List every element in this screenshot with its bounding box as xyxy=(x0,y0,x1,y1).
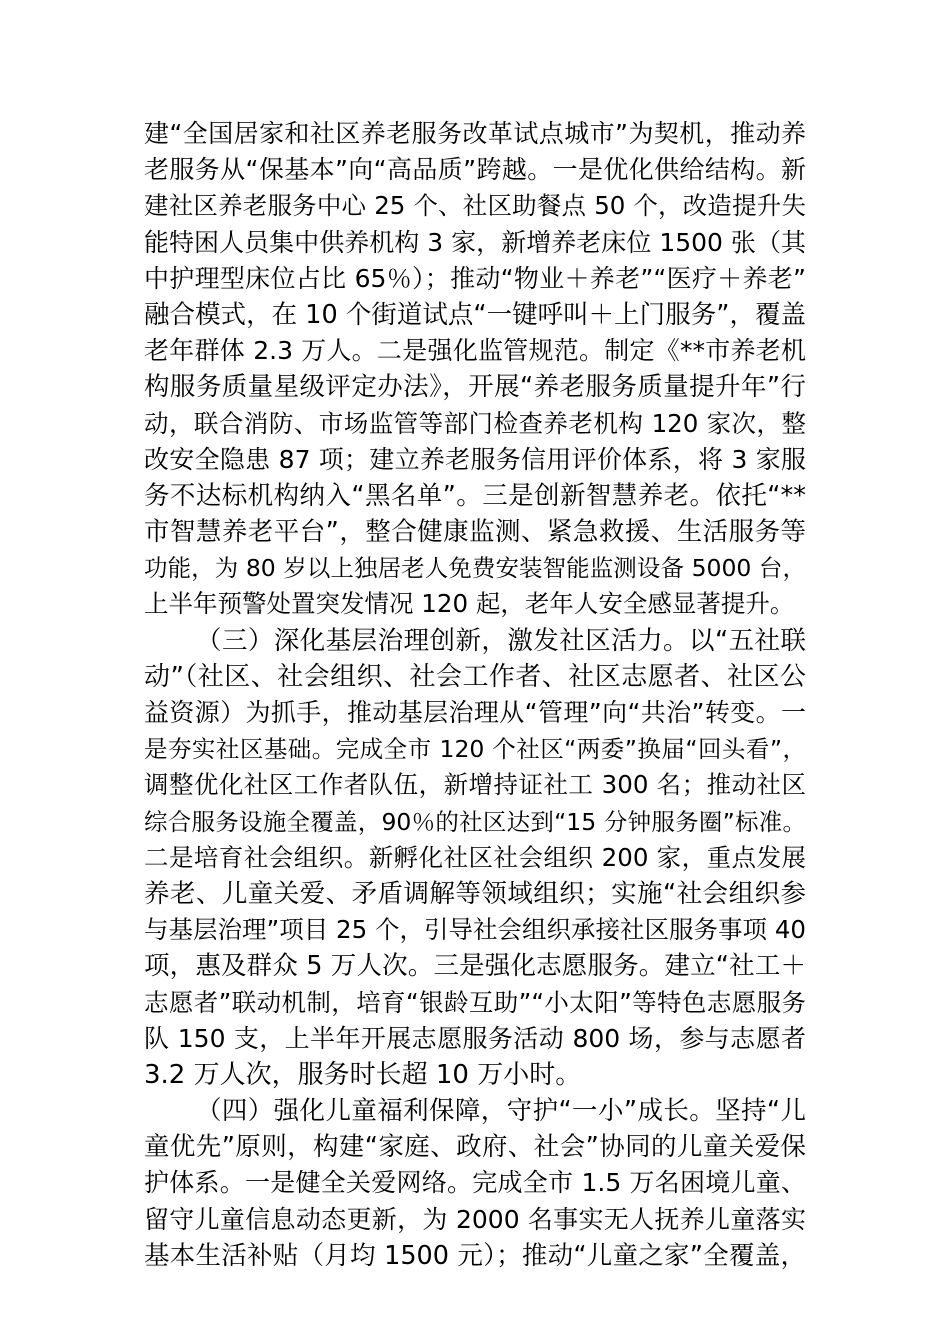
text-line: 志愿者”联动机制，培育“银龄互助”“小太阳”等特色志愿服务 xyxy=(144,987,806,1017)
text-line: （四）强化儿童福利保障，守护“一小”成长。坚持“儿 xyxy=(196,1096,806,1127)
text-line: 融合模式，在 10 个街道试点“一键呼叫＋上门服务”，覆盖 xyxy=(144,299,806,330)
text-line: 养老、儿童关爱、矛盾调解等领域组织；实施“社会组织参 xyxy=(144,878,806,909)
text-line: 益资源）为抓手，推动基层治理从“管理”向“共治”转变。一 xyxy=(144,698,806,727)
text-line: 中护理型床位占比 65％）；推动“物业＋养老”“医疗＋养老” xyxy=(144,263,806,293)
text-line: 基本生活补贴（月均 1500 元）；推动“儿童之家”全覆盖， xyxy=(144,1240,806,1271)
text-line: 建“全国居家和社区养老服务改革试点城市”为契机，推动养 xyxy=(144,119,806,148)
text-line: 动，联合消防、市场监管等部门检查养老机构 120 家次，整 xyxy=(144,408,806,438)
text-line: 能特困人员集中供养机构 3 家，新增养老床位 1500 张（其 xyxy=(144,227,806,257)
text-line: 改安全隐患 87 项；建立养老服务信用评价体系，将 3 家服 xyxy=(144,444,806,474)
text-line: 动”（社区、社会组织、社会工作者、社区志愿者、社区公 xyxy=(144,661,806,692)
text-line: 建社区养老服务中心 25 个、社区助餐点 50 个，改造提升失 xyxy=(144,191,806,221)
text-line: 综合服务设施全覆盖，90％的社区达到“15 分钟服务圈”标准。 xyxy=(144,807,806,836)
document-page xyxy=(144,116,806,1274)
text-line: 3.2 万人次，服务时长超 10 万小时。 xyxy=(144,1059,582,1090)
text-line: 项，惠及群众 5 万人次。三是强化志愿服务。建立“社工＋ xyxy=(144,951,806,982)
text-line: 老年群体 2.3 万人。二是强化监管规范。制定《**市养老机 xyxy=(144,336,806,366)
text-line: 是夯实社区基础。完成全市 120 个社区“两委”换届“回头看”， xyxy=(144,735,806,764)
text-line: 构服务质量星级评定办法》，开展“养老服务质量提升年”行 xyxy=(144,372,806,403)
text-line: 市智慧养老平台”，整合健康监测、紧急救援、生活服务等 xyxy=(144,517,806,548)
text-line: 与基层治理”项目 25 个，引导社会组织承接社区服务事项 40 xyxy=(144,915,806,945)
text-line: 童优先”原则，构建“家庭、政府、社会”协同的儿童关爱保 xyxy=(144,1132,806,1163)
text-line: 务不达标机构纳入“黑名单”。三是创新智慧养老。依托“** xyxy=(144,480,806,511)
text-line: 上半年预警处置突发情况 120 起，老年人安全感显著提升。 xyxy=(144,589,795,619)
text-line: 护体系。一是健全关爱网络。完成全市 1.5 万名困境儿童、 xyxy=(144,1168,806,1198)
text-line: 队 150 支，上半年开展志愿服务活动 800 场，参与志愿者 xyxy=(144,1023,806,1053)
text-line: 二是培育社会组织。新孵化社区社会组织 200 家，重点发展 xyxy=(144,842,806,872)
text-line: （三）深化基层治理创新，激发社区活力。以“五社联 xyxy=(196,625,806,656)
text-line: 调整优化社区工作者队伍，新增持证社工 300 名；推动社区 xyxy=(144,770,806,800)
text-line: 留守儿童信息动态更新，为 2000 名事实无人抚养儿童落实 xyxy=(144,1204,806,1234)
text-line: 老服务从“保基本”向“高品质”跨越。一是优化供给结构。新 xyxy=(144,155,806,185)
text-line: 功能，为 80 岁以上独居老人免费安装智能监测设备 5000 台， xyxy=(144,554,806,583)
